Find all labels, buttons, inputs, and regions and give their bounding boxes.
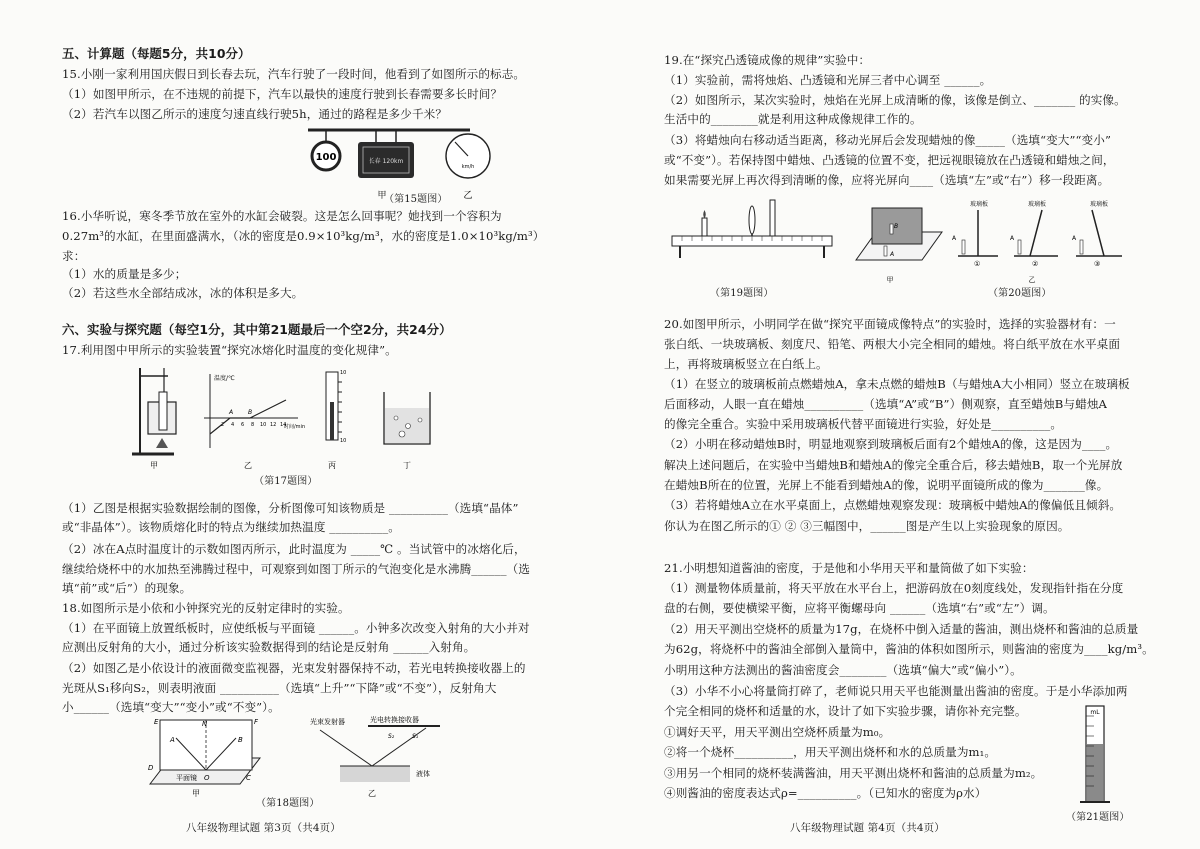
fig18-N: N <box>202 720 208 728</box>
fig18-receiver: 光电转换接收器 <box>370 716 419 724</box>
q21-line: （2）用天平测出空烧杯的质量为17g，在烧杯中倒入适量的酱油，测出烧杯和酱油的总质量 <box>664 622 1139 636</box>
fig18-mirror: 平面镜 <box>176 774 197 782</box>
speedometer-unit: km/h <box>461 164 475 170</box>
q16-line: （1）水的质量是多少； <box>62 267 187 281</box>
q20-line: 上，再将玻璃板竖立在白纸上。 <box>664 357 828 371</box>
q18-line: （2）如图乙是小依设计的液面微变监视器，光束发射器保持不动，若光电转换接收器上的 <box>62 661 526 675</box>
light-screen <box>770 200 775 236</box>
fig18-O: O <box>204 774 210 782</box>
figure-19 <box>666 196 842 282</box>
fig18-label-jia: 甲 <box>192 789 200 798</box>
fig17-label-jia: 甲 <box>150 461 158 470</box>
q18-line: （1）在平面镜上放置纸板时，应使纸板与平面镜 ______。小钟多次改变入射角的大小并对 <box>62 621 530 635</box>
fig17-curve <box>210 400 286 434</box>
q19-line: 生活中的________就是利用这种成像规律工作的。 <box>664 112 922 126</box>
q18-line: 光斑从S₁移向S₂，则表明液面 __________（选填“上升”“下降”或“不变”），反射角大 <box>62 681 497 695</box>
q18-line: 应测出反射角的大小，通过分析该实验数据得到的结论是反射角 ______入射角。 <box>62 640 476 654</box>
fig17-label-bing: 丙 <box>328 461 336 470</box>
q19-line: （3）将蜡烛向右移动适当距离，移动光屏后会发现蜡烛的像_____（选填“变大”“变小” <box>664 133 1111 147</box>
q15-line: 15.小刚一家利用国庆假日到长春去玩，汽车行驶了一段时间，他看到了如图所示的标志。 <box>62 67 526 81</box>
fig18-liquid: 液体 <box>416 770 430 778</box>
q21-line: 盘的右侧，要使横梁平衡，应将平衡螺母向 ______（选填“右”或“左”）调。 <box>664 601 1055 615</box>
fig20-num-2: ② <box>1032 260 1039 268</box>
figure-15 <box>300 122 510 202</box>
page-footer: 八年级物理试题 第3页（共4页） <box>186 822 341 834</box>
section-6-title: 六、实验与探究题（每空1分，其中第21题最后一个空2分，共24分） <box>62 322 452 337</box>
q17-line: 填“前”或“后”）的现象。 <box>62 581 192 595</box>
section-5-title: 五、计算题（每题5分，共10分） <box>62 46 251 61</box>
q21-line: ②将一个烧杯__________，用天平测出烧杯和水的总质量为m₁。 <box>664 745 997 759</box>
fig18-D: D <box>148 764 154 772</box>
q21-line: 小明用这种方法测出的酱油密度会________（选填“偏大”或“偏小”）。 <box>664 663 1022 677</box>
fig21-caption: （第21题图） <box>1066 812 1130 823</box>
fig17-point-a: A <box>229 409 234 416</box>
fig17-therm-top: 10 <box>340 370 347 376</box>
fig21-unit: mL <box>1090 709 1100 716</box>
fig17-tick: 6 <box>241 422 245 428</box>
q16-line: 16.小华听说，寒冬季节放在室外的水缸会破裂。这是怎么回事呢？她找到一个容积为 <box>62 209 502 223</box>
fig18-emitter: 光束发射器 <box>310 718 345 726</box>
fig20-A3: A <box>1072 235 1077 242</box>
q17-line: （1）乙图是根据实验数据绘制的图像，分析图像可知该物质是 __________（选填“晶体” <box>62 501 519 515</box>
q17-line: 或“非晶体”）。该物质熔化时的特点为继续加热温度 __________。 <box>62 520 400 534</box>
candle <box>702 218 707 236</box>
fig20-caption: （第20题图） <box>988 288 1052 299</box>
q20-line: 后面移动，人眼一直在蜡烛__________（选填“A”或“B”）侧观察，直至蜡烛B与蜡烛A <box>664 397 1107 411</box>
fig20-num-3: ③ <box>1094 260 1101 268</box>
fig20-label-jia: 甲 <box>886 276 894 284</box>
fig18-F: F <box>254 718 259 726</box>
fig20-A1: A <box>952 235 957 242</box>
fig20-label-yi: 乙 <box>1028 276 1036 284</box>
fig18-B: B <box>238 736 243 744</box>
fig18-E: E <box>154 718 159 726</box>
fig17-tick: 10 <box>260 422 267 428</box>
q20-line: 的像完全重合。实验中采用玻璃板代替平面镜进行实验，好处是__________。 <box>664 417 1063 431</box>
fig18-label-yi: 乙 <box>368 789 376 798</box>
q21-line: 为62g，将烧杯中的酱油全部倒入量筒中，酱油的体积如图所示，则酱油的密度为____kg/m³。 <box>664 642 1154 656</box>
right-page <box>600 0 1200 849</box>
figure-17 <box>126 362 451 474</box>
fig19-caption: （第19题图） <box>710 288 774 299</box>
flame-icon <box>703 210 706 218</box>
fig18-A: A <box>170 736 175 744</box>
fig20-glass-1: 玻璃板 <box>970 201 989 208</box>
q21-line: （3）小华不小心将量筒打碎了，老师说只用天平也能测量出酱油的密度。于是小华添加两 <box>664 684 1128 698</box>
fig17-tick: 8 <box>251 422 255 428</box>
convex-lens <box>749 206 755 234</box>
fig15-label-jia: 甲 <box>377 191 387 201</box>
page-footer: 八年级物理试题 第4页（共4页） <box>790 822 945 834</box>
q15-line: （1）如图甲所示，在不违规的前提下，汽车以最快的速度行驶到长春需要多长时间？ <box>62 87 503 101</box>
soy-sauce <box>1087 744 1103 801</box>
fig17-tick: 4 <box>231 422 235 428</box>
q20-line: 你认为在图乙所示的① ② ③三幅图中，______图是产生以上实验现象的原因。 <box>664 519 1070 533</box>
q19-line: 如果需要光屏上再次得到清晰的像，应将光屏向____（选填“左”或“右”）移一段距离。 <box>664 173 1110 187</box>
q20-line: 解决上述问题后，在实验中当蜡烛B和蜡烛A的像完全重合后，移去蜡烛B，取一个光屏放 <box>664 458 1123 472</box>
fig18-s1: S₁ <box>412 733 419 740</box>
q20-line: 20.如图甲所示，小明同学在做“探究平面镜成像特点”的实验时，选择的实验器材有：一 <box>664 317 1116 331</box>
fig17-tick: 12 <box>270 422 277 428</box>
q16-line: 求： <box>62 249 86 263</box>
q20-line: 张白纸、一块玻璃板、刻度尺、铅笔、两根大小完全相同的蜡烛。将白纸平放在水平桌面 <box>664 337 1121 351</box>
q17-line: （2）冰在A点时温度计的示数如图丙所示，此时温度为 _____℃ 。当试管中的冰熔化后， <box>62 542 526 556</box>
fig20-B: B <box>894 223 899 230</box>
q21-line: ①调好天平，用天平测出空烧杯质量为m₀。 <box>664 725 891 739</box>
fig15-caption: （第15题图） <box>384 194 448 205</box>
q19-line: 19.在“探究凸透镜成像的规律”实验中： <box>664 53 871 67</box>
fig17-label-ding: 丁 <box>403 461 411 470</box>
fig17-caption: （第17题图） <box>254 476 318 487</box>
q21-line: ④则酱油的密度表达式ρ=__________。（已知水的密度为ρ水） <box>664 786 987 800</box>
q21-line: ③用另一个相同的烧杯装满酱油，用天平测出烧杯和酱油的总质量为m₂。 <box>664 766 1043 780</box>
q20-line: 在蜡烛B所在的位置，光屏上不能看到蜡烛A的像，说明平面镜所成的像为_______像。 <box>664 478 1109 492</box>
fig15-label-yi: 乙 <box>463 191 473 201</box>
q15-line: （2）若汽车以图乙所示的速度匀速直线行驶5h，通过的路程是多少千米？ <box>62 107 448 121</box>
fig17-point-b: B <box>248 409 253 416</box>
q19-line: （2）如图所示，某次实验时，烛焰在光屏上成清晰的像，该像是倒立、_______ 的实像。 <box>664 93 1126 107</box>
fig20-A: A <box>890 251 895 258</box>
q21-line: 个完全相同的烧杯和适量的水，设计了如下实验步骤，请你补充完整。 <box>664 704 1027 718</box>
q18-line: 小______（选填“变大”“变小”或“不变”）。 <box>62 700 280 714</box>
fig20-glass-2: 玻璃板 <box>1028 201 1047 208</box>
q21-line: （1）测量物体质量前，将天平放在水平台上，把游码放在0刻度线处，发现指针指在分度 <box>664 581 1124 595</box>
q18-line: 18.如图所示是小依和小钟探究光的反射定律时的实验。 <box>62 601 350 615</box>
q17-intro: 17.利用图中甲所示的实验装置“探究冰熔化时温度的变化规律”。 <box>62 343 397 357</box>
fig20-num-1: ① <box>974 260 981 268</box>
q19-line: （1）实验前，需将烛焰、凸透镜和光屏三者中心调至 ______。 <box>664 73 992 87</box>
q19-line: 或“不变”）。若保持图中蜡烛、凸透镜的位置不变，把远视眼镜放在凸透镜和蜡烛之间， <box>664 153 1115 167</box>
fig17-xlabel: 时间/min <box>284 424 306 430</box>
figure-18 <box>140 714 470 798</box>
fig17-tick: 2 <box>221 422 225 428</box>
fig18-caption: （第18题图） <box>256 798 320 809</box>
q17-line: 继续给烧杯中的水加热至沸腾过程中，可观察到如图丁所示的气泡变化是水沸腾______（选 <box>62 562 531 576</box>
q21-line: 21.小明想知道酱油的密度，于是他和小华用天平和量筒做了如下实验： <box>664 561 1034 575</box>
q20-line: （3）若将蜡烛A立在水平桌面上，点燃蜡烛观察发现：玻璃板中蜡烛A的像偏低且倾斜。 <box>664 498 1122 512</box>
fig17-tick: 14 <box>280 422 287 428</box>
distance-board-text: 长春 120km <box>368 158 404 165</box>
fig20-glass-3: 玻璃板 <box>1090 201 1109 208</box>
fig18-s2: S₂ <box>388 733 395 740</box>
fig18-C: C <box>246 774 251 782</box>
figure-21 <box>1074 700 1118 810</box>
q20-line: （2）小明在移动蜡烛B时，明显地观察到玻璃板后面有2个蜡烛A的像，这是因为____。 <box>664 437 1118 451</box>
fig17-therm-bottom: 10 <box>340 438 347 444</box>
fig20-A2: A <box>1010 235 1015 242</box>
fig17-label-yi: 乙 <box>244 461 252 470</box>
speed-limit-value: 100 <box>315 152 337 163</box>
q16-line: 0.27m³的水缸，在里面盛满水，（冰的密度是0.9×10³kg/m³，水的密度是1.0×10³kg/m³） <box>62 229 545 243</box>
figure-20 <box>850 198 1140 284</box>
fig17-ylabel: 温度/℃ <box>214 375 235 382</box>
q20-line: （1）在竖立的玻璃板前点燃蜡烛A，拿未点燃的蜡烛B（与蜡烛A大小相同）竖立在玻璃板 <box>664 377 1130 391</box>
q16-line: （2）若这些水全部结成冰，冰的体积是多大。 <box>62 286 304 300</box>
